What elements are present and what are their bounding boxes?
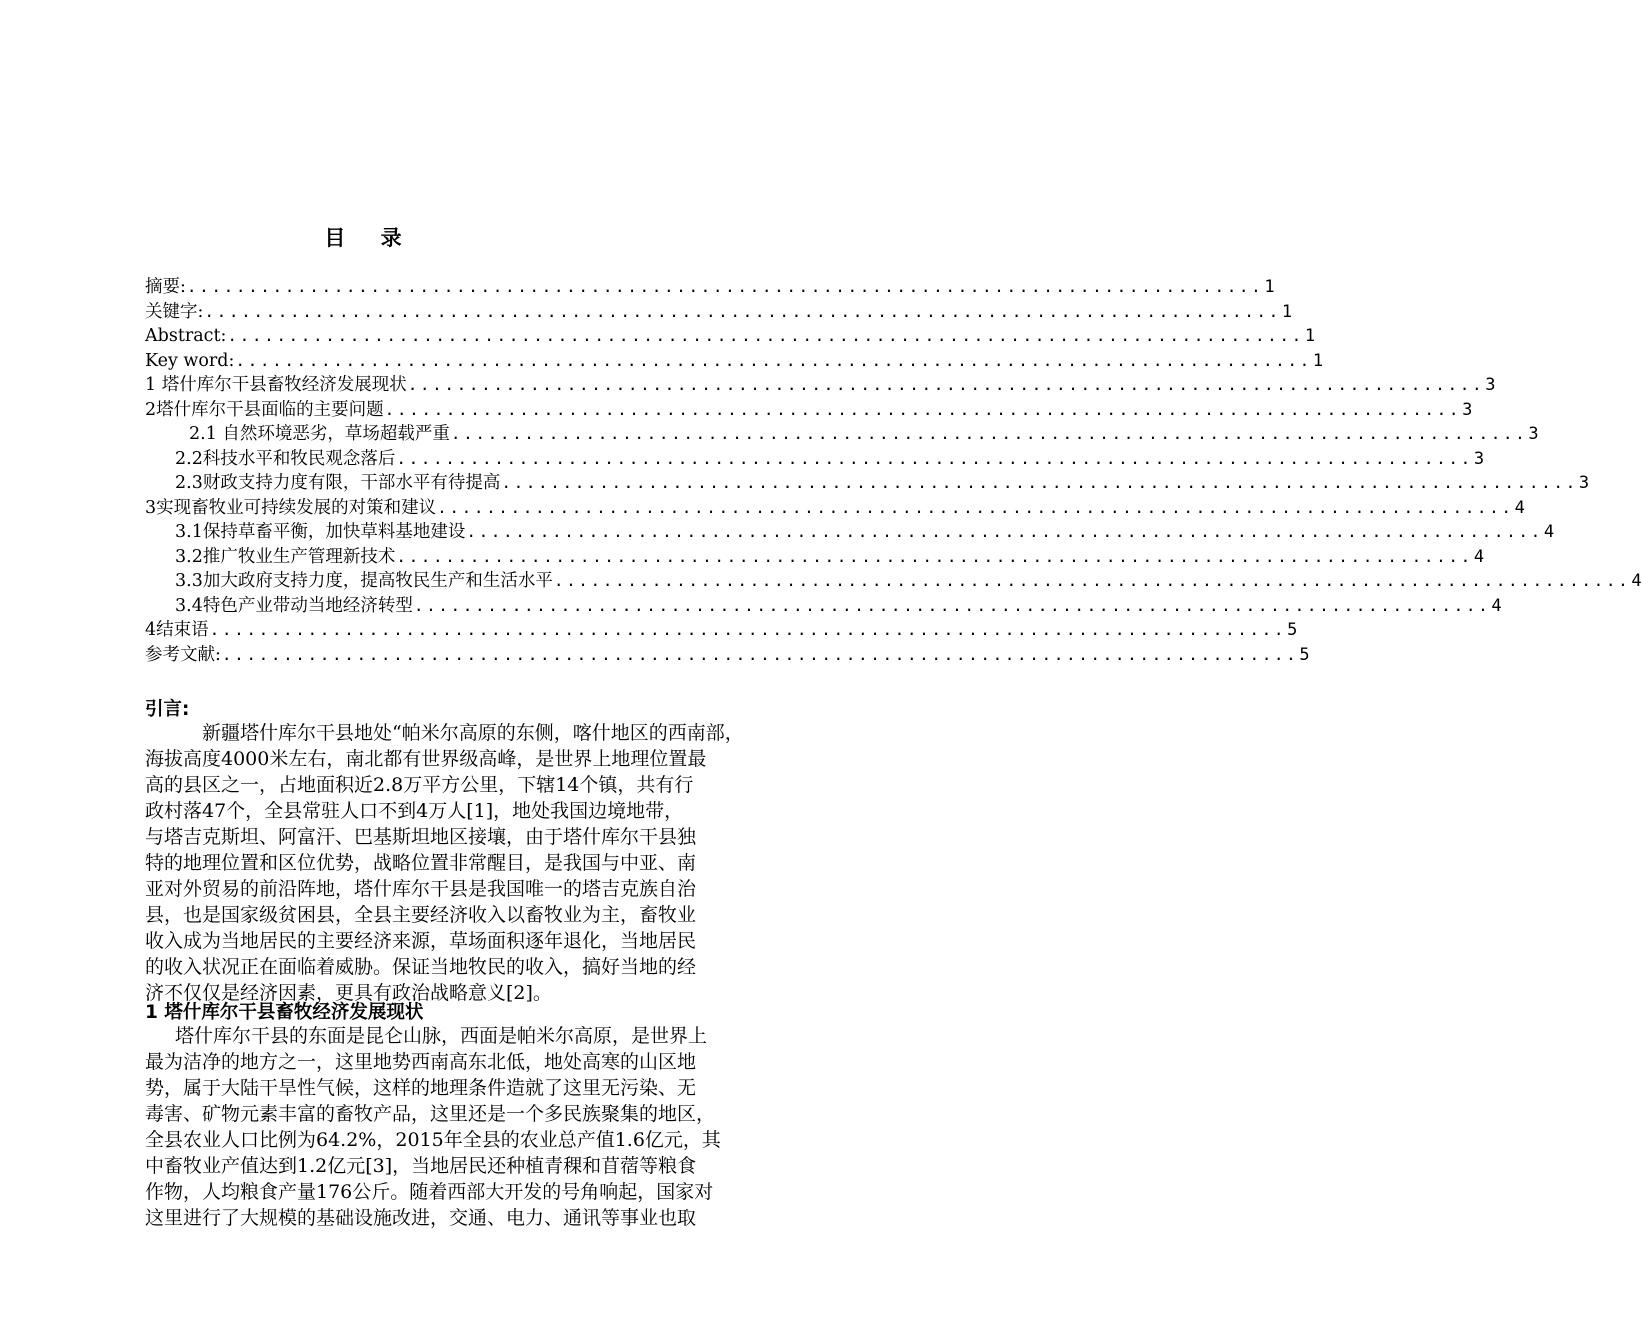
toc-leader-dots: ........................................................................................ — [437, 497, 1514, 517]
toc-entry[interactable] — [145, 398, 1473, 423]
paragraph-line: 收入成为当地居民的主要经济来源，草场面积逐年退化，当地居民 — [145, 930, 697, 952]
toc-title: 目 录 — [324, 226, 416, 250]
toc-entry[interactable] — [145, 471, 1590, 496]
section-1-heading: 1 塔什库尔干县畜牧经济发展现状 — [145, 1002, 424, 1023]
paragraph-line: 中畜牧业产值达到1.2亿元[3]，当地居民还种植青稞和苜蓿等粮食 — [145, 1155, 697, 1177]
toc-entry-title: 3.1保持草畜平衡，加快草料基地建设 — [175, 522, 466, 542]
toc-entry[interactable] — [145, 496, 1525, 521]
toc-entry-page: 4 — [1473, 546, 1485, 567]
toc-leader-dots: ........................................................................................ — [204, 301, 1281, 321]
toc-entry[interactable] — [145, 275, 1275, 300]
toc-entry-title: 2塔什库尔干县面临的主要问题 — [145, 399, 384, 420]
toc-entry[interactable] — [145, 324, 1316, 349]
toc-entry-title: 2.2科技水平和牧民观念落后 — [175, 448, 396, 469]
toc-entry[interactable] — [145, 618, 1298, 643]
toc-entry[interactable] — [145, 594, 1502, 619]
toc-entry-page: 5 — [1287, 620, 1298, 640]
paragraph-line: 县，也是国家级贫困县，全县主要经济收入以畜牧业为主，畜牧业 — [145, 904, 697, 926]
toc-leader-dots: ........................................................................................ — [501, 473, 1578, 492]
toc-leader-dots: ........................................................................................ — [553, 571, 1631, 590]
paragraph-line: 塔什库尔干县的东面是昆仑山脉，西面是帕米尔高原，是世界上 — [175, 1025, 708, 1047]
table-of-contents — [145, 275, 1642, 667]
toc-entry-title: 摘要: — [145, 277, 186, 297]
toc-entry-page: 5 — [1299, 644, 1310, 665]
toc-entry-title: 3.4特色产业带动当地经济转型 — [175, 595, 413, 616]
paragraph-line: 济不仅仅是经济因素，更具有政治战略意义[2]。 — [145, 982, 552, 1004]
paragraph-line: 全县农业人口比例为64.2%，2015年全县的农业总产值1.6亿元，其 — [145, 1129, 721, 1151]
paragraph-line: 最为洁净的地方之一，这里地势西南高东北低，地处高寒的山区地 — [145, 1051, 697, 1073]
toc-entry-page: 4 — [1543, 522, 1555, 542]
toc-entry-title: 2.1 自然环境恶劣，草场超载严重 — [189, 424, 450, 444]
toc-entry[interactable] — [145, 349, 1324, 374]
toc-entry-page: 4 — [1514, 497, 1525, 518]
paragraph-line: 特的地理位置和区位优势，战略位置非常醒目，是我国与中亚、南 — [145, 852, 697, 874]
toc-entry-title: 3实现畜牧业可持续发展的对策和建议 — [145, 497, 437, 518]
toc-leader-dots: ........................................................................................ — [209, 620, 1287, 639]
toc-entry-title: 参考文献: — [145, 644, 221, 665]
toc-entry[interactable] — [145, 643, 1310, 668]
paragraph-line: 高的县区之一，占地面积近2.8万平方公里，下辖14个镇，共有行 — [145, 774, 694, 796]
paragraph-line: 与塔吉克斯坦、阿富汗、巴基斯坦地区接壤，由于塔什库尔干县独 — [145, 826, 697, 848]
toc-entry-page: 1 — [1304, 326, 1316, 346]
paragraph-line: 亚对外贸易的前沿阵地，塔什库尔干县是我国唯一的塔吉克族自治 — [145, 878, 697, 900]
toc-entry-title: 2.3财政支持力度有限，干部水平有待提高 — [175, 473, 501, 493]
toc-entry-page: 4 — [1631, 571, 1642, 591]
paragraph-line: 作物，人均粮食产量176公斤。随着西部大开发的号角响起，国家对 — [145, 1181, 714, 1203]
toc-leader-dots: ........................................................................................ — [407, 375, 1485, 394]
toc-leader-dots: ........................................................................................ — [413, 595, 1491, 615]
toc-leader-dots: ........................................................................................ — [396, 546, 1473, 566]
toc-entry-title: Abstract: — [145, 326, 227, 346]
paragraph-line: 新疆塔什库尔干县地处“帕米尔高原的东侧，喀什地区的西南部， — [202, 722, 744, 744]
intro-paragraph — [145, 720, 807, 1006]
toc-leader-dots: ........................................................................................ — [235, 350, 1312, 370]
toc-entry-page: 3 — [1578, 473, 1590, 493]
toc-entry-page: 4 — [1491, 595, 1502, 616]
paragraph-line: 的收入状况正在面临着威胁。保证当地牧民的收入，搞好当地的经 — [145, 956, 697, 978]
toc-entry-page: 3 — [1528, 424, 1539, 444]
toc-entry-page: 3 — [1485, 375, 1496, 395]
paragraph-line: 毒害、矿物元素丰富的畜牧产品，这里还是一个多民族聚集的地区， — [145, 1103, 716, 1125]
toc-entry[interactable] — [145, 545, 1485, 570]
toc-entry-page: 1 — [1312, 350, 1324, 371]
intro-heading: 引言: — [145, 699, 190, 720]
paragraph-line: 海拔高度4000米左右，南北都有世界级高峰，是世界上地理位置最 — [145, 748, 707, 770]
toc-entry[interactable] — [145, 300, 1293, 325]
toc-entry-title: 关键字: — [145, 301, 204, 322]
section-1-paragraph — [145, 1023, 807, 1231]
toc-entry[interactable] — [145, 373, 1496, 398]
toc-leader-dots: ........................................................................................ — [221, 644, 1299, 664]
toc-entry[interactable] — [145, 520, 1555, 545]
toc-entry-title: Key word: — [145, 350, 235, 371]
toc-entry-page: 3 — [1462, 399, 1473, 420]
toc-entry-page: 1 — [1264, 277, 1275, 297]
toc-leader-dots: ........................................................................................ — [466, 522, 1543, 541]
toc-entry[interactable] — [145, 447, 1485, 472]
toc-entry-title: 3.2推广牧业生产管理新技术 — [175, 546, 396, 567]
toc-leader-dots: ........................................................................................ — [396, 448, 1473, 468]
paragraph-line: 势，属于大陆干旱性气候，这样的地理条件造就了这里无污染、无 — [145, 1077, 697, 1099]
toc-entry[interactable] — [145, 569, 1642, 594]
toc-entry-title: 3.3加大政府支持力度，提高牧民生产和生活水平 — [175, 571, 553, 591]
paragraph-line: 政村落47个，全县常驻人口不到4万人[1]，地处我国边境地带， — [145, 800, 684, 822]
toc-leader-dots: ........................................................................................ — [450, 424, 1528, 443]
toc-leader-dots: ........................................................................................ — [227, 326, 1304, 345]
toc-entry-page: 3 — [1473, 448, 1485, 469]
toc-leader-dots: ........................................................................................ — [186, 277, 1264, 296]
toc-leader-dots: ........................................................................................ — [384, 399, 1462, 419]
toc-entry-page: 1 — [1281, 301, 1293, 322]
toc-entry-title: 1 塔什库尔干县畜牧经济发展现状 — [145, 375, 407, 395]
toc-entry-title: 4结束语 — [145, 620, 209, 640]
toc-entry[interactable] — [145, 422, 1539, 447]
paragraph-line: 这里进行了大规模的基础设施改进，交通、电力、通讯等事业也取 — [145, 1207, 697, 1229]
